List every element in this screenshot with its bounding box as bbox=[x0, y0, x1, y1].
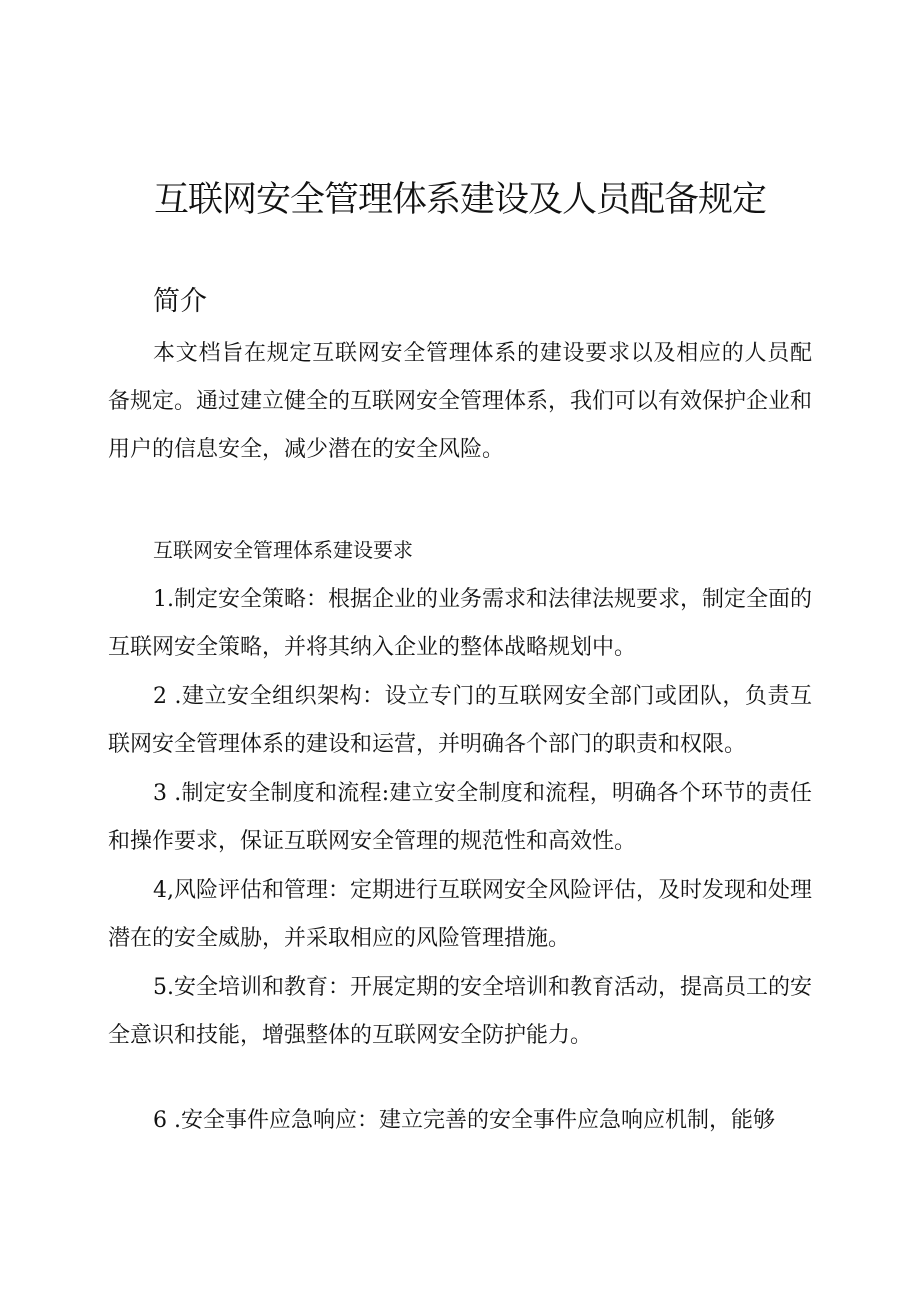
requirement-item-4: 4,风险评估和管理：定期进行互联网安全风险评估，及时发现和处理潜在的安全威胁，并采取相应的风险管理措施。 bbox=[108, 878, 812, 951]
requirement-item-1: 1.制定安全策略：根据企业的业务需求和法律法规要求，制定全面的互联网安全策略，并将其纳入企业的整体战略规划中。 bbox=[108, 587, 812, 660]
requirements-heading: 互联网安全管理体系建设要求 bbox=[153, 538, 413, 562]
intro-paragraph: 本文档旨在规定互联网安全管理体系的建设要求以及相应的人员配备规定。通过建立健全的互联网安全管理体系，我们可以有效保护企业和用户的信息安全，减少潜在的安全风险。 bbox=[108, 341, 813, 462]
requirement-item-3: 3 .制定安全制度和流程:建立安全制度和流程，明确各个环节的责任和操作要求，保证互联网安全管理的规范性和高效性。 bbox=[108, 781, 812, 854]
intro-heading: 简介 bbox=[153, 286, 207, 317]
document-title: 互联网安全管理体系建设及人员配备规定 bbox=[153, 180, 766, 220]
requirement-item-2: 2 .建立安全组织架构：设立专门的互联网安全部门或团队，负责互联网安全管理体系的建设和运营，并明确各个部门的职责和权限。 bbox=[108, 684, 812, 757]
requirement-item-6: 6 .安全事件应急响应：建立完善的安全事件应急响应机制，能够 bbox=[153, 1108, 775, 1133]
requirement-item-5: 5.安全培训和教育：开展定期的安全培训和教育活动，提高员工的安全意识和技能，增强整体的互联网安全防护能力。 bbox=[108, 975, 812, 1048]
